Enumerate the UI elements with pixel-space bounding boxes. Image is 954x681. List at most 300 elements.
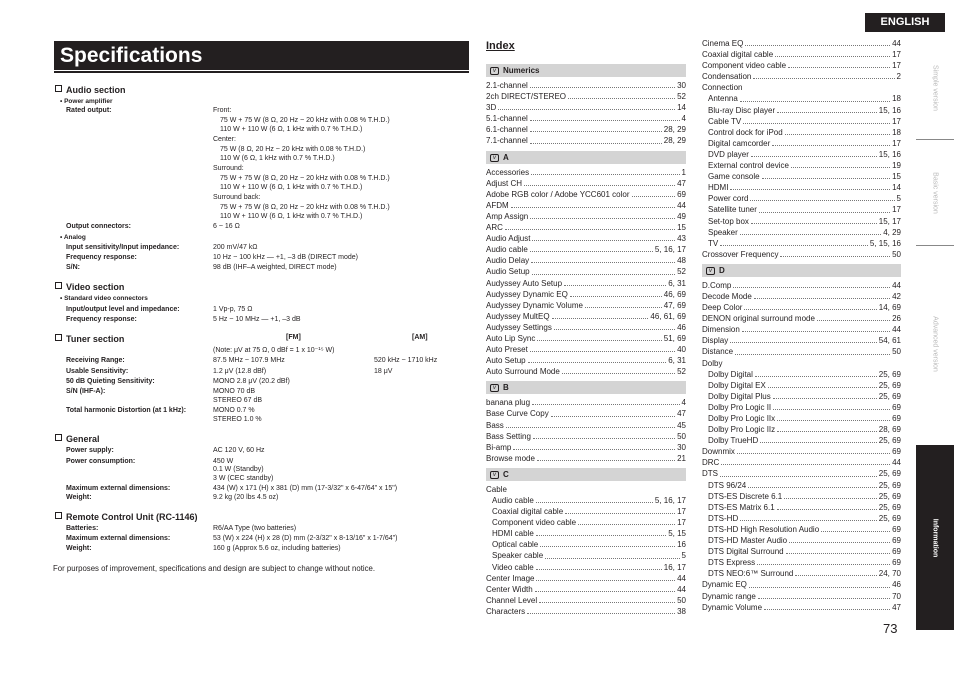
- index-entry-term: Cable: [486, 484, 507, 494]
- value-usable-sensitivity-fm: 1.2 μV (12.8 dBf): [213, 368, 267, 375]
- index-entry-pages: 69: [892, 414, 901, 423]
- leader-dots: [530, 344, 675, 352]
- index-entry-pages: 46, 69: [663, 289, 686, 299]
- index-entry-pages: 17: [892, 116, 901, 126]
- index-entry-pages: 25, 69: [878, 380, 901, 390]
- index-entry-pages: 50: [892, 249, 901, 259]
- index-entry-pages: 5, 16, 17: [654, 496, 686, 505]
- value-video-freq: 5 Hz ~ 10 MHz — +1, –3 dB: [213, 316, 301, 323]
- leader-dots: [498, 102, 675, 110]
- index-entry-term: Audio Setup: [486, 267, 530, 277]
- index-entry-term: Audio Delay: [486, 256, 530, 266]
- index-entry: [486, 311, 686, 322]
- index-entry: [702, 249, 901, 260]
- index-entry: [702, 335, 901, 346]
- index-entry-term: Satellite tuner: [708, 205, 757, 215]
- index-entry-term: 7.1-channel: [486, 136, 528, 146]
- leader-dots: [532, 397, 680, 405]
- index-entry: [702, 280, 901, 291]
- leader-dots: [786, 546, 891, 554]
- tab-information[interactable]: [916, 445, 954, 630]
- index-entry-term: Dolby Digital Plus: [708, 391, 771, 401]
- label-rc-dimensions: Maximum external dimensions:: [66, 535, 171, 542]
- index-entry: [702, 71, 901, 82]
- leader-dots: [785, 127, 890, 135]
- index-entry: [702, 535, 901, 546]
- index-entry: [702, 93, 901, 104]
- index-entry-term: Game console: [708, 172, 760, 182]
- index-entry: [702, 568, 901, 579]
- index-entry: [486, 233, 686, 244]
- index-entry-pages: 5, 16, 17: [654, 245, 686, 255]
- leader-dots: [724, 358, 899, 366]
- hint-icon: v: [490, 384, 499, 392]
- value-tuner-sn-1: MONO 70 dB: [213, 388, 256, 395]
- value-front: Front:: [213, 107, 232, 114]
- value-note: (Note: μV at 75 Ω, 0 dBf = 1 x 10⁻¹⁵ W): [213, 347, 335, 354]
- index-entry-term: Adobe RGB color / Adobe YCC601 color: [486, 189, 630, 199]
- leader-dots: [791, 160, 890, 168]
- leader-dots: [536, 573, 675, 581]
- index-entry: [702, 369, 901, 380]
- index-entry-pages: 16: [677, 540, 686, 550]
- value-batteries: R6/AA Type (two batteries): [213, 525, 297, 532]
- tab-simple-version[interactable]: [916, 38, 954, 138]
- index-entry-term: Digital camcorder: [708, 138, 771, 148]
- leader-dots: [751, 149, 877, 157]
- label-weight: Weight:: [66, 494, 92, 501]
- index-entry: [486, 408, 686, 419]
- index-entry-term: Component video cable: [492, 518, 577, 528]
- leader-dots: [768, 380, 877, 388]
- index-entry-pages: 38: [677, 606, 686, 616]
- sub-standard-video: • Standard video connectors: [60, 295, 148, 302]
- index-column-1: [486, 60, 686, 617]
- index-entry-pages: 50: [677, 595, 686, 605]
- index-entry: [486, 124, 686, 135]
- index-entry-term: Audyssey Dynamic EQ: [486, 289, 568, 299]
- index-entry-pages: 44: [892, 280, 901, 290]
- index-entry-term: Dynamic range: [702, 591, 756, 601]
- leader-dots: [742, 324, 890, 332]
- index-entry-pages: 28, 29: [663, 136, 686, 146]
- index-entry-term: Dynamic EQ: [702, 580, 747, 590]
- index-heading-label: Numerics: [503, 66, 540, 75]
- header-fm: [FM]: [286, 334, 301, 341]
- index-entry-term: Accessories: [486, 167, 530, 177]
- index-entry-pages: 17: [892, 50, 901, 60]
- index-entry-pages: 52: [677, 267, 686, 277]
- index-entry-pages: 40: [677, 345, 686, 355]
- leader-dots: [528, 355, 667, 363]
- index-entry-pages: 14: [892, 183, 901, 193]
- index-entry: [486, 606, 686, 617]
- index-entry: [702, 171, 901, 182]
- leader-dots: [755, 369, 877, 377]
- index-entry-term: Amp Assign: [486, 211, 529, 221]
- index-entry-pages: 2: [896, 72, 901, 82]
- index-entry: [702, 346, 901, 357]
- leader-dots: [585, 300, 662, 308]
- index-entry: [486, 167, 686, 178]
- index-entry-term: DTS Express: [708, 558, 756, 568]
- index-entry-pages: 17: [677, 518, 686, 528]
- index-entry: [486, 333, 686, 344]
- leader-dots: [562, 366, 675, 374]
- index-entry-pages: 52: [677, 92, 686, 102]
- leader-dots: [757, 557, 890, 565]
- value-receiving-range-am: 520 kHz ~ 1710 kHz: [374, 357, 438, 364]
- tab-label: Information: [931, 518, 939, 557]
- index-entry-pages: 17: [677, 507, 686, 517]
- index-entry-pages: 69: [892, 558, 901, 568]
- index-entry: [486, 255, 686, 266]
- index-entry-pages: 46, 61, 69: [650, 311, 686, 321]
- leader-dots: [760, 435, 877, 443]
- index-heading-d: [702, 264, 901, 277]
- index-entry: [702, 491, 901, 502]
- index-entry-term: HDMI: [708, 183, 729, 193]
- index-entry-pages: 25, 69: [878, 513, 901, 523]
- index-entry-term: Browse mode: [486, 453, 535, 463]
- leader-dots: [817, 313, 890, 321]
- index-entry: [702, 502, 901, 513]
- leader-dots: [511, 200, 675, 208]
- index-entry-term: Auto Preset: [486, 345, 528, 355]
- index-entry-term: HDMI cable: [492, 529, 534, 539]
- index-entry-pages: 6, 31: [668, 356, 686, 366]
- index-entry-term: Antenna: [708, 94, 738, 104]
- value-sn: 98 dB (IHF–A weighted, DIRECT mode): [213, 264, 337, 271]
- index-entry: [702, 413, 901, 424]
- index-entry: [702, 579, 901, 590]
- index-entry-pages: 18: [892, 94, 901, 104]
- tab-basic-version[interactable]: [916, 139, 954, 245]
- index-entry: [702, 435, 901, 446]
- checkbox-bullet-icon: [55, 334, 62, 341]
- section-video: [55, 282, 124, 292]
- index-entry-term: TV: [708, 238, 719, 248]
- label-batteries: Batteries:: [66, 525, 99, 532]
- index-entry: [486, 200, 686, 211]
- checkbox-bullet-icon: [55, 512, 62, 519]
- leader-dots: [730, 335, 877, 343]
- index-entry-term: Connection: [702, 83, 743, 93]
- leader-dots: [531, 255, 675, 263]
- leader-dots: [578, 517, 675, 525]
- index-entry-term: Dimension: [702, 325, 740, 335]
- index-entry-term: Cinema EQ: [702, 39, 744, 48]
- section-remote: [55, 512, 198, 522]
- index-entry-pages: 25, 69: [878, 502, 901, 512]
- index-entry-term: Dolby: [702, 358, 723, 368]
- index-entry-term: DTS-HD Master Audio: [708, 536, 788, 546]
- section-video-label: Video section: [66, 282, 125, 292]
- label-rated-output: Rated output:: [66, 107, 112, 114]
- leader-dots: [506, 420, 675, 428]
- index-entry-pages: 54, 61: [878, 336, 901, 346]
- index-list-b: [486, 397, 686, 464]
- index-entry: [702, 82, 901, 93]
- leader-dots: [780, 249, 890, 257]
- leader-dots: [733, 280, 890, 288]
- index-entry-term: Audyssey MultEQ: [486, 311, 550, 321]
- index-entry-pages: 25, 69: [878, 491, 901, 501]
- tab-label: Basic version: [931, 171, 939, 214]
- index-entry: [702, 193, 901, 204]
- leader-dots: [537, 453, 675, 461]
- value-output-connectors: 6 ~ 16 Ω: [213, 223, 240, 230]
- index-entry: [486, 211, 686, 222]
- leader-dots: [720, 238, 868, 246]
- leader-dots: [788, 60, 890, 68]
- index-entry-term: Auto Lip Sync: [486, 333, 536, 343]
- index-entry: [702, 313, 901, 324]
- leader-dots: [554, 322, 675, 330]
- index-entry: [486, 506, 686, 517]
- leader-dots: [532, 266, 676, 274]
- index-entry-pages: 69: [892, 402, 901, 412]
- leader-dots: [772, 138, 890, 146]
- sub-power-amplifier: • Power amplifier: [60, 98, 113, 105]
- leader-dots: [527, 606, 675, 614]
- sub-analog: • Analog: [60, 234, 86, 241]
- index-entry-term: Cable TV: [708, 116, 742, 126]
- index-list-numerics: [486, 80, 686, 147]
- index-entry-term: Auto Surround Mode: [486, 367, 560, 377]
- index-heading-label: C: [503, 469, 509, 479]
- hint-icon: v: [490, 154, 499, 162]
- leader-dots: [530, 135, 662, 143]
- index-entry: [486, 300, 686, 311]
- section-audio: [55, 85, 126, 95]
- index-entry: [702, 480, 901, 491]
- index-entry-term: External control device: [708, 161, 789, 171]
- index-entry: [702, 380, 901, 391]
- index-entry-pages: 47, 69: [663, 300, 686, 310]
- label-video-io: Input/output level and impedance:: [66, 306, 180, 313]
- index-entry-term: DTS-HD: [708, 513, 739, 523]
- index-entry-term: Audyssey Settings: [486, 322, 552, 332]
- leader-dots: [545, 550, 679, 558]
- index-entry: [486, 322, 686, 333]
- index-entry: [702, 457, 901, 468]
- index-entry-pages: 21: [677, 453, 686, 463]
- index-entry-pages: 5: [896, 194, 901, 204]
- title-rule: [54, 71, 469, 73]
- index-entry-pages: 44: [677, 584, 686, 594]
- index-entry: [486, 189, 686, 200]
- language-tab[interactable]: ENGLISH: [865, 13, 945, 32]
- leader-dots: [565, 506, 675, 514]
- index-entry-pages: 4: [681, 114, 686, 124]
- label-frequency-response: Frequency response:: [66, 254, 137, 261]
- index-entry-term: Auto Setup: [486, 356, 526, 366]
- index-entry: [702, 446, 901, 457]
- label-rc-weight: Weight:: [66, 545, 92, 552]
- index-entry-pages: 46: [677, 322, 686, 332]
- value-max-dimensions: 434 (W) x 171 (H) x 381 (D) mm (17-3/32" x 6-47/64" x 15"): [213, 485, 398, 492]
- hint-icon: v: [490, 471, 499, 479]
- index-entry: [702, 402, 901, 413]
- index-entry: [702, 557, 901, 568]
- index-entry: [486, 431, 686, 442]
- leader-dots: [720, 468, 877, 476]
- index-entry: [702, 149, 901, 160]
- index-entry-term: Dolby Pro Logic IIx: [708, 414, 776, 423]
- index-entry-term: Audio cable: [486, 245, 528, 255]
- index-entry: [486, 366, 686, 377]
- value-power-consumption-2: 0.1 W (Standby): [213, 466, 264, 473]
- value-front-1: 75 W + 75 W (8 Ω, 20 Hz ~ 20 kHz with 0.08 % T.H.D.): [220, 117, 390, 124]
- index-entry: [486, 355, 686, 366]
- leader-dots: [530, 211, 675, 219]
- index-entry: [702, 468, 901, 479]
- value-surround-back-2: 110 W + 110 W (6 Ω, 1 kHz with 0.7 % T.H.D.): [220, 213, 363, 220]
- index-entry: [702, 602, 901, 613]
- value-weight: 9.2 kg (20 lbs 4.5 oz): [213, 494, 279, 501]
- index-entry-term: Distance: [702, 347, 734, 357]
- section-tuner-label: Tuner section: [66, 334, 125, 344]
- index-entry-pages: 44: [892, 39, 901, 48]
- index-entry-pages: 44: [892, 325, 901, 335]
- index-entry-pages: 5, 15: [668, 529, 686, 539]
- value-frequency-response: 10 Hz ~ 100 kHz — +1, –3 dB (DIRECT mode): [213, 254, 358, 261]
- leader-dots: [744, 82, 899, 90]
- index-entry-pages: 25, 69: [878, 436, 901, 446]
- value-thd-1: MONO 0.7 %: [213, 407, 255, 414]
- index-entry-term: Decode Mode: [702, 291, 752, 301]
- index-entry: [702, 591, 901, 602]
- index-entry-term: Dynamic Volume: [702, 602, 763, 612]
- leader-dots: [539, 595, 675, 603]
- index-entry-pages: 52: [677, 367, 686, 377]
- index-entry-term: DTS NEO:6™ Surround: [708, 569, 794, 579]
- index-entry-term: 3D: [486, 103, 497, 113]
- leader-dots: [753, 71, 894, 79]
- index-entry-term: Optical cable: [492, 540, 539, 550]
- index-entry-term: 5.1-channel: [486, 114, 528, 124]
- leader-dots: [748, 480, 877, 488]
- leader-dots: [524, 178, 675, 186]
- leader-dots: [740, 93, 890, 101]
- index-list-d: [702, 280, 901, 613]
- index-entry-pages: 44: [677, 200, 686, 210]
- value-center-1: 75 W (8 Ω, 20 Hz ~ 20 kHz with 0.08 % T.H.D.): [220, 146, 366, 153]
- index-entry-term: 2.1-channel: [486, 81, 528, 90]
- index-entry-pages: 69: [892, 524, 901, 534]
- index-entry-pages: 48: [677, 256, 686, 266]
- value-surround-back: Surround back:: [213, 194, 261, 201]
- label-video-freq: Frequency response:: [66, 316, 137, 323]
- index-entry-pages: 30: [677, 442, 686, 452]
- tab-advanced-version[interactable]: [916, 245, 954, 441]
- index-entry-term: DTS 96/24: [708, 480, 747, 490]
- index-entry-term: Bass: [486, 420, 504, 430]
- leader-dots: [570, 289, 662, 297]
- index-entry-pages: 4: [681, 398, 686, 408]
- leader-dots: [564, 278, 666, 286]
- index-entry: [486, 573, 686, 584]
- index-heading-a: [486, 151, 686, 164]
- header-am: [AM]: [412, 334, 428, 341]
- leader-dots: [737, 446, 890, 454]
- leader-dots: [505, 222, 675, 230]
- index-entry-pages: 45: [677, 420, 686, 430]
- index-entry-pages: 5, 15, 16: [869, 238, 901, 248]
- leader-dots: [773, 391, 877, 399]
- label-tuner-sn: S/N (IHF-A):: [66, 388, 106, 395]
- index-heading-label: A: [503, 152, 509, 162]
- index-entry-term: 2ch DIRECT/STEREO: [486, 92, 567, 102]
- value-front-2: 110 W + 110 W (6 Ω, 1 kHz with 0.7 % T.H.D.): [220, 126, 363, 133]
- value-usable-sensitivity-am: 18 μV: [374, 368, 393, 375]
- index-entry-pages: 24, 70: [878, 569, 901, 579]
- leader-dots: [536, 562, 662, 570]
- index-entry: [702, 358, 901, 369]
- index-entry: [702, 127, 901, 138]
- index-entry: [702, 324, 901, 335]
- leader-dots: [764, 602, 890, 610]
- label-power-supply: Power supply:: [66, 447, 114, 454]
- checkbox-bullet-icon: [55, 434, 62, 441]
- leader-dots: [530, 124, 662, 132]
- checkbox-bullet-icon: [55, 282, 62, 289]
- leader-dots: [530, 80, 675, 88]
- index-entry-pages: 15: [677, 223, 686, 233]
- index-entry: [702, 204, 901, 215]
- index-entry: [486, 484, 686, 495]
- leader-dots: [754, 291, 890, 299]
- index-entry-pages: 17: [892, 61, 901, 71]
- index-entry-term: Characters: [486, 606, 526, 616]
- index-entry-term: DTS-HD High Resolution Audio: [708, 524, 820, 534]
- leader-dots: [773, 402, 890, 410]
- index-entry-term: Coaxial digital cable: [702, 50, 774, 60]
- index-entry-term: ARC: [486, 223, 503, 233]
- index-entry-pages: 50: [892, 347, 901, 357]
- leader-dots: [568, 91, 675, 99]
- index-entry-pages: 43: [677, 234, 686, 244]
- index-entry-pages: 25, 69: [878, 369, 901, 379]
- value-power-supply: AC 120 V, 60 Hz: [213, 447, 265, 454]
- value-quieting-sensitivity: MONO 2.8 μV (20.2 dBf): [213, 378, 290, 385]
- leader-dots: [540, 539, 675, 547]
- label-max-dimensions: Maximum external dimensions:: [66, 485, 171, 492]
- leader-dots: [740, 227, 881, 235]
- value-surround: Surround:: [213, 165, 244, 172]
- index-entry: [702, 138, 901, 149]
- index-entry-pages: 1: [681, 167, 686, 177]
- index-entry: [702, 391, 901, 402]
- index-entry-term: Downmix: [702, 447, 735, 457]
- index-entry-term: DTS Digital Surround: [708, 547, 784, 557]
- leader-dots: [777, 424, 877, 432]
- index-entry-pages: 30: [677, 81, 686, 90]
- index-entry-term: Center Width: [486, 584, 533, 594]
- index-entry-pages: 69: [892, 447, 901, 457]
- page-title: Specifications: [54, 41, 469, 70]
- index-entry: [486, 244, 686, 255]
- index-entry-term: D.Comp: [702, 280, 732, 290]
- index-entry: [486, 550, 686, 561]
- index-entry-term: Audyssey Auto Setup: [486, 278, 563, 288]
- index-entry: [702, 524, 901, 535]
- index-entry: [702, 238, 901, 249]
- label-thd: Total harmonic Distortion (at 1 kHz):: [66, 407, 187, 414]
- leader-dots: [537, 333, 661, 341]
- index-entry-term: Video cable: [492, 562, 534, 572]
